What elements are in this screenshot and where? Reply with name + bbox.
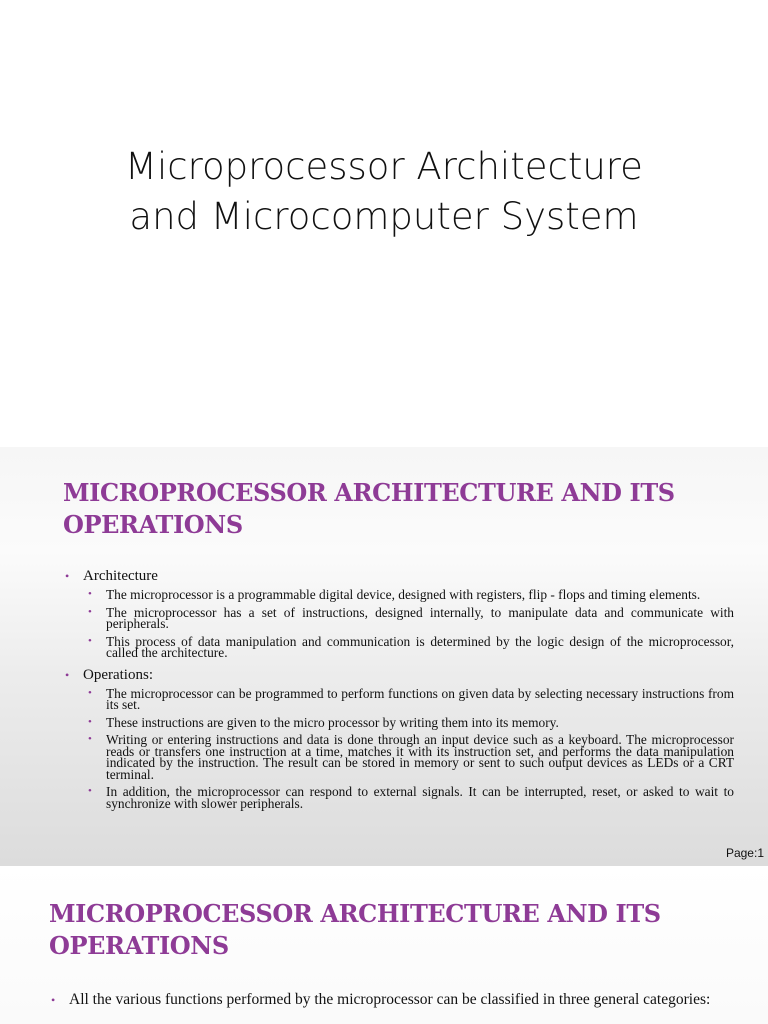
bullet-dot: • bbox=[88, 785, 92, 797]
slide-heading-line2: OPERATIONS bbox=[49, 931, 229, 960]
page-number: Page:1 bbox=[725, 846, 764, 860]
slide-heading-line2: OPERATIONS bbox=[63, 510, 243, 539]
list-item bbox=[62, 633, 734, 660]
list-item bbox=[62, 589, 734, 601]
list-item-text: This process of data manipulation and communication is determined by the logic design of the microprocessor, called the architecture. bbox=[106, 633, 734, 660]
list-item-text: The microprocessor has a set of instructions, designed internally, to manipulate data and communicate with peripherals. bbox=[106, 604, 734, 631]
slide-gap bbox=[0, 432, 768, 447]
bullet-label: Architecture bbox=[83, 568, 158, 584]
list-item-text: The microprocessor is a programmable digital device, designed with registers, flip - flops and timing elements. bbox=[106, 587, 701, 602]
bullet-operations bbox=[62, 666, 734, 684]
operations-list bbox=[62, 685, 734, 811]
content-slide-2 bbox=[0, 866, 768, 1024]
list-item bbox=[62, 604, 734, 631]
bullet-text: All the various functions performed by the microprocessor can be classified in three general categories: bbox=[69, 991, 711, 1008]
list-item-text: These instructions are given to the micro processor by writing them into its memory. bbox=[106, 714, 559, 730]
bullet-dot: • bbox=[65, 569, 70, 583]
bullet-dot: • bbox=[88, 715, 92, 728]
bullet-dot: • bbox=[51, 993, 56, 1007]
slide-heading-line1: MICROPROCESSOR ARCHITECTURE AND ITS bbox=[63, 478, 675, 507]
list-item-text: In addition, the microprocessor can respond to external signals. It can be interrupted, reset, or asked to wait to synchronize with slower peripherals. bbox=[106, 784, 734, 811]
bullet-functions bbox=[48, 992, 738, 1008]
slide-heading bbox=[49, 898, 749, 962]
list-item bbox=[62, 685, 734, 712]
bullet-dot: • bbox=[88, 733, 92, 745]
content-slide-1 bbox=[0, 447, 768, 866]
bullet-dot: • bbox=[88, 634, 92, 647]
bullet-label: Operations: bbox=[83, 666, 153, 683]
slide-body bbox=[62, 567, 734, 816]
slide-body bbox=[48, 992, 738, 1008]
slide-title bbox=[0, 142, 768, 242]
list-item-text: The microprocessor can be programmed to perform functions on given data by selecting necessary instructions from its set. bbox=[106, 685, 734, 712]
slide-heading-line1: MICROPROCESSOR ARCHITECTURE AND ITS bbox=[49, 899, 661, 928]
list-item bbox=[62, 786, 734, 809]
list-item bbox=[62, 714, 734, 730]
slide-title-line2: and Microcomputer System bbox=[129, 195, 639, 238]
bullet-dot: • bbox=[88, 605, 92, 618]
slide-title-line1: Microprocessor Architecture bbox=[125, 145, 643, 188]
architecture-list bbox=[62, 589, 734, 659]
slide-heading bbox=[63, 477, 743, 541]
list-item-text: Writing or entering instructions and data is done through an input device such as a keyboard. The microprocessor reads or transfers one instruction at a time, matches it with its instruction set, and performs the data manipulation indicated by the instruction. The result can be stored in memory or sent to such output devices as LEDs or a CRT terminal. bbox=[106, 732, 734, 782]
bullet-dot: • bbox=[88, 686, 92, 699]
list-item bbox=[62, 734, 734, 780]
bullet-dot: • bbox=[88, 588, 92, 600]
title-slide bbox=[0, 0, 768, 432]
bullet-architecture bbox=[62, 567, 734, 585]
bullet-dot: • bbox=[65, 667, 70, 682]
